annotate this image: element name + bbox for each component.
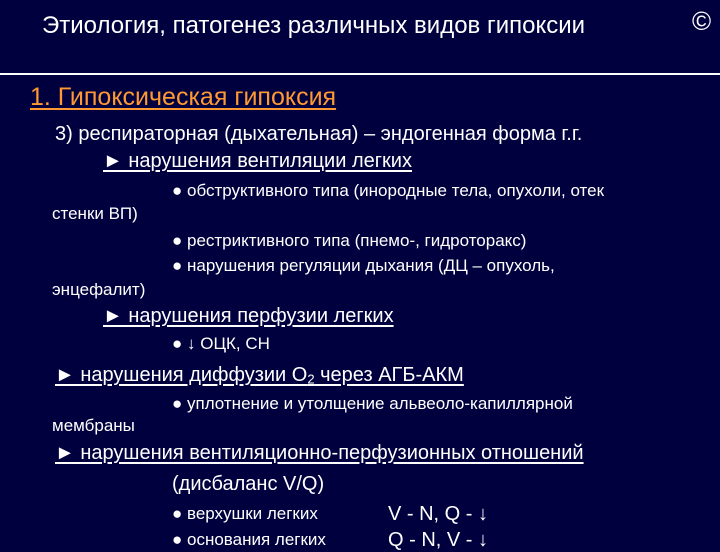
ventilation-header: ► нарушения вентиляции легких [103, 150, 412, 172]
vq-row-apex-value: V - N, Q - ↓ [388, 503, 488, 525]
ventilation-bullet-obstructive: ● обструктивного типа (инородные тела, опухоли, отек [172, 181, 605, 200]
ventilation-bullet-regulation-cont: энцефалит) [52, 280, 146, 299]
diffusion-header [55, 364, 464, 387]
perfusion-header: ► нарушения перфузии легких [103, 305, 394, 327]
diffusion-header-prefix: ► нарушения диффузии О [55, 364, 308, 386]
copyright-symbol: © [692, 6, 712, 36]
ventilation-bullet-regulation: ● нарушения регуляции дыхания (ДЦ – опухоль, [172, 256, 555, 275]
diffusion-bullet: ● уплотнение и утолщение альвеоло-капиллярной [172, 394, 573, 413]
section-heading: 1. Гипоксическая гипоксия [30, 83, 337, 111]
diffusion-bullet-cont: мембраны [52, 416, 135, 435]
perfusion-bullet: ● ↓ ОЦК, СН [172, 334, 270, 353]
slide-title: Этиология, патогенез различных видов гипоксии [42, 12, 586, 39]
vq-row-base-label: ● основания легких [172, 530, 326, 549]
item-respiratory: 3) респираторная (дыхательная) – эндогенная форма г.г. [55, 123, 583, 145]
ventilation-bullet-restrictive: ● рестриктивного типа (пнемо-, гидроторакс) [172, 231, 527, 250]
diffusion-header-subscript: 2 [307, 371, 315, 387]
vq-header: ► нарушения вентиляционно-перфузионных отношений [55, 442, 584, 464]
vq-row-apex-label: ● верхушки легких [172, 504, 318, 523]
title-divider [0, 73, 720, 75]
ventilation-bullet-obstructive-cont: стенки ВП) [52, 204, 138, 223]
diffusion-header-suffix: через АГБ-АКМ [314, 364, 464, 386]
vq-row-base-value: Q - N, V - ↓ [388, 529, 488, 551]
vq-header-cont: (дисбаланс V/Q) [172, 473, 325, 495]
